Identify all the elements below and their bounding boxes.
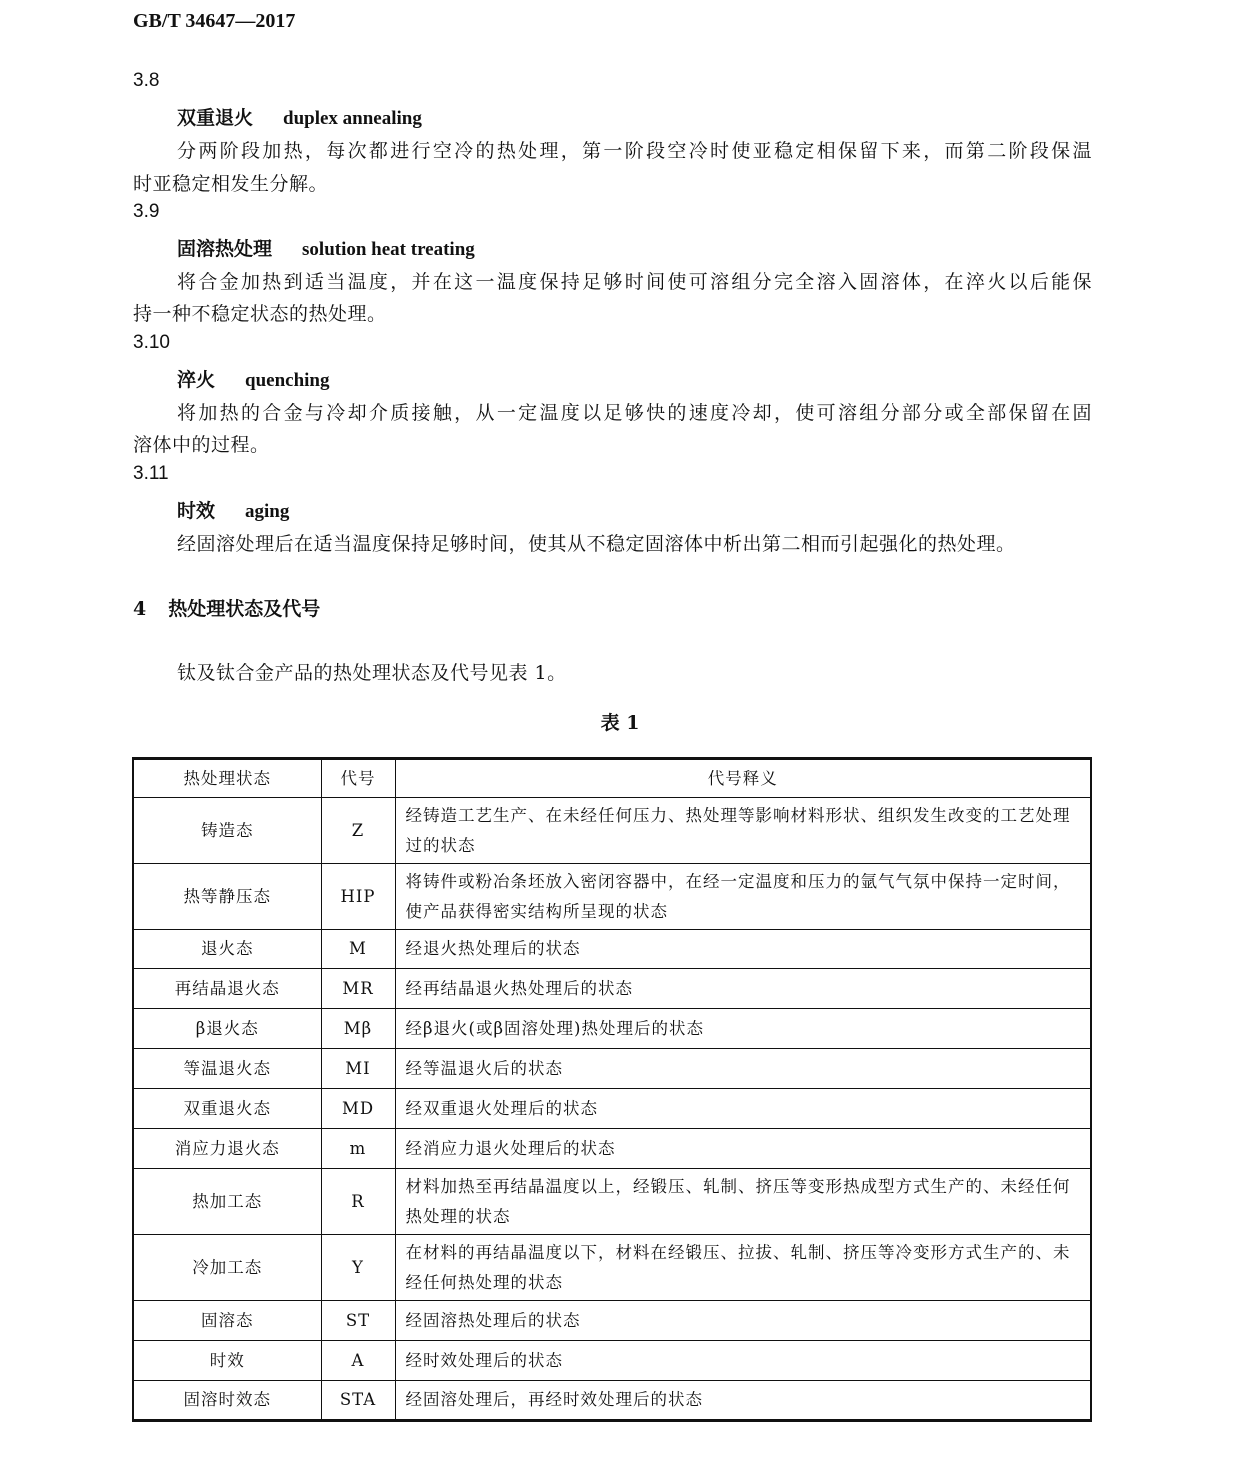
state-cell: 冷加工态 [133,1235,321,1301]
state-cell: 热等静压态 [133,864,321,930]
description-cell: 经固溶处理后，再经时效处理后的状态 [395,1381,1091,1421]
term-number: 3.8 [133,70,160,91]
definition-line: 经固溶处理后在适当温度保持足够时间，使其从不稳定固溶体中析出第二相而引起强化的热处理。 [177,533,1016,555]
table-row [133,1235,1091,1301]
section-heading [133,594,320,621]
table-row [133,930,1091,969]
term-heading [177,496,289,523]
code-cell: ST [321,1301,395,1341]
code-cell: Y [321,1235,395,1301]
document-header: GB/T 34647—2017 [133,10,296,32]
code-cell: M [321,930,395,969]
description-cell: 经等温退火后的状态 [395,1049,1091,1089]
section-text: 钛及钛合金产品的热处理状态及代号见表 1。 [177,662,567,684]
description-cell: 经双重退火处理后的状态 [395,1089,1091,1129]
definition-line: 将合金加热到适当温度，并在这一温度保持足够时间使可溶组分完全溶入固溶体，在淬火以后能保 [177,271,1092,293]
description-cell: 材料加热至再结晶温度以上，经锻压、轧制、挤压等变形热成型方式生产的、未经任何热处理的状态 [395,1169,1091,1235]
term-en: duplex annealing [283,108,422,129]
table-row [133,1049,1091,1089]
table-row [133,1009,1091,1049]
term-en: aging [245,501,290,522]
term-number: 3.10 [133,332,170,353]
description-cell: 经β退火(或β固溶处理)热处理后的状态 [395,1009,1091,1049]
term-heading [177,365,330,392]
code-cell: m [321,1129,395,1169]
table-row [133,798,1091,864]
term-number: 3.11 [133,463,169,484]
state-cell: 固溶时效态 [133,1381,321,1421]
code-cell: R [321,1169,395,1235]
section-number: 4 [133,598,147,620]
term-zh: 固溶热处理 [177,238,273,260]
code-cell: Mβ [321,1009,395,1049]
definition-line: 时亚稳定相发生分解。 [133,173,329,195]
definition-line: 持一种不稳定状态的热处理。 [133,303,387,325]
table-caption: 表 1 [600,712,640,734]
definition-line: 溶体中的过程。 [133,434,270,456]
term-heading [177,234,475,261]
description-cell: 经再结晶退火热处理后的状态 [395,969,1091,1009]
state-cell: 再结晶退火态 [133,969,321,1009]
table-row [133,1301,1091,1341]
header-cell: 代号释义 [395,759,1091,798]
code-cell: MI [321,1049,395,1089]
code-cell: STA [321,1381,395,1421]
header-cell: 代号 [321,759,395,798]
code-cell: MD [321,1089,395,1129]
term-zh: 淬火 [177,369,216,391]
state-cell: 固溶态 [133,1301,321,1341]
table-row [133,1341,1091,1381]
term-heading [177,103,422,130]
heat-treatment-table [132,757,1092,1422]
state-cell: 时效 [133,1341,321,1381]
term-en: quenching [245,370,330,391]
term-en: solution heat treating [302,239,475,260]
table-header-row [133,759,1091,798]
state-cell: 铸造态 [133,798,321,864]
description-cell: 将铸件或粉冶条坯放入密闭容器中，在经一定温度和压力的氩气气氛中保持一定时间，使产品获得密实结构所呈现的状态 [395,864,1091,930]
state-cell: 双重退火态 [133,1089,321,1129]
code-cell: MR [321,969,395,1009]
table-row [133,1381,1091,1421]
table-row [133,969,1091,1009]
definition-line: 分两阶段加热，每次都进行空冷的热处理，第一阶段空冷时使亚稳定相保留下来，而第二阶段保温 [177,140,1092,162]
code-cell: HIP [321,864,395,930]
table-row [133,1089,1091,1129]
section-title: 热处理状态及代号 [168,598,321,620]
table-row [133,1129,1091,1169]
table-row [133,864,1091,930]
term-number: 3.9 [133,201,160,222]
description-cell: 经铸造工艺生产、在未经任何压力、热处理等影响材料形状、组织发生改变的工艺处理过的状态 [395,798,1091,864]
description-cell: 经时效处理后的状态 [395,1341,1091,1381]
state-cell: 热加工态 [133,1169,321,1235]
description-cell: 在材料的再结晶温度以下，材料在经锻压、拉拔、轧制、挤压等冷变形方式生产的、未经任何热处理的状态 [395,1235,1091,1301]
term-zh: 时效 [177,500,216,522]
definition-line: 将加热的合金与冷却介质接触，从一定温度以足够快的速度冷却，使可溶组分部分或全部保留在固 [177,402,1092,424]
description-cell: 经固溶热处理后的状态 [395,1301,1091,1341]
term-zh: 双重退火 [177,107,254,129]
header-cell: 热处理状态 [133,759,321,798]
description-cell: 经退火热处理后的状态 [395,930,1091,969]
code-cell: Z [321,798,395,864]
state-cell: 消应力退火态 [133,1129,321,1169]
table-row [133,1169,1091,1235]
state-cell: 等温退火态 [133,1049,321,1089]
code-cell: A [321,1341,395,1381]
state-cell: 退火态 [133,930,321,969]
description-cell: 经消应力退火处理后的状态 [395,1129,1091,1169]
state-cell: β退火态 [133,1009,321,1049]
